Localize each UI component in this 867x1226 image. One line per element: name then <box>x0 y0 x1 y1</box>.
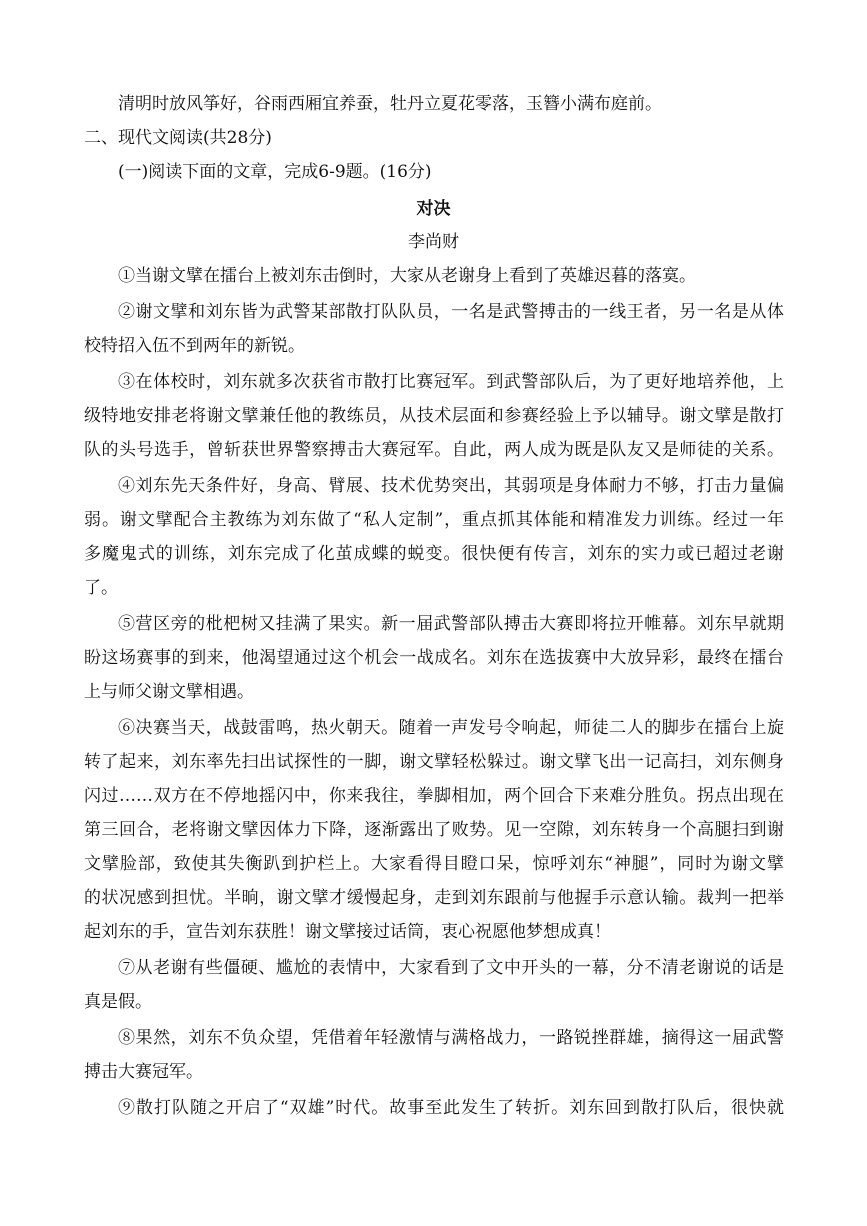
poem-line: 清明时放风筝好，谷雨西厢宜养蚕，牡丹立夏花零落，玉簪小满布庭前。 <box>118 94 662 114</box>
paragraph-5-line-2: 盼这场赛事的到来，他渴望通过这个机会一战成名。刘东在选拔赛中大放异彩，最终在擂台 <box>84 648 784 668</box>
paragraph-4-line-3: 多魔鬼式的训练，刘东完成了化茧成蝶的蜕变。很快便有传言，刘东的实力或已超过老谢 <box>84 544 784 564</box>
paragraph-6-line-4: 第三回合，老将谢文擘因体力下降，逐渐露出了败势。见一空隙，刘东转身一个高腿扫到谢 <box>84 820 784 840</box>
paragraph-3-line-2: 级特地安排老将谢文擘兼任他的教练员，从技术层面和参赛经验上予以辅导。谢文擘是散打 <box>84 406 784 426</box>
subsection-heading: (一)阅读下面的文章，完成6-9题。(16分) <box>118 162 432 182</box>
paragraph-5-line-1: ⑤营区旁的枇杷树又挂满了果实。新一届武警部队搏击大赛即将拉开帷幕。刘东早就期 <box>118 614 784 634</box>
section-heading: 二、现代文阅读(共28分) <box>84 128 272 148</box>
paragraph-9-line-1: ⑨散打队随之开启了“双雄”时代。故事至此发生了转折。刘东回到散打队后，很快就 <box>118 1098 784 1118</box>
paragraph-6-line-6: 的状况感到担忧。半晌，谢文擘才缓慢起身，走到刘东跟前与他握手示意认输。裁判一把举 <box>84 888 784 908</box>
paragraph-4-line-1: ④刘东先天条件好，身高、臂展、技术优势突出，其弱项是身体耐力不够，打击力量偏 <box>118 476 784 496</box>
paragraph-3-line-3: 队的头号选手，曾斩获世界警察搏击大赛冠军。自此，两人成为既是队友又是师徒的关系。 <box>84 440 784 460</box>
paragraph-8-line-2: 搏击大赛冠军。 <box>84 1062 203 1082</box>
paragraph-8-line-1: ⑧果然，刘东不负众望，凭借着年轻激情与满格战力，一路锐挫群雄，摘得这一届武警 <box>118 1028 784 1048</box>
paragraph-6-line-7: 起刘东的手，宣告刘东获胜！谢文擘接过话筒，衷心祝愿他梦想成真！ <box>84 922 611 942</box>
article-title: 对决 <box>416 199 451 219</box>
paragraph-6-line-3: 闪过……双方在不停地摇闪中，你来我往，拳脚相加，两个回合下来难分胜负。拐点出现在 <box>84 786 784 806</box>
paragraph-6-line-2: 转了起来，刘东率先扫出试探性的一脚，谢文擘轻松躲过。谢文擘飞出一记高扫，刘东侧身 <box>84 752 784 772</box>
paragraph-3-line-1: ③在体校时，刘东就多次获省市散打比赛冠军。到武警部队后，为了更好地培养他，上 <box>118 372 784 392</box>
paragraph-2-line-2: 校特招入伍不到两年的新锐。 <box>84 336 305 356</box>
paragraph-7-line-2: 真是假。 <box>84 992 152 1012</box>
paragraph-1-line-1: ①当谢文擘在擂台上被刘东击倒时，大家从老谢身上看到了英雄迟暮的落寞。 <box>118 266 696 286</box>
paragraph-6-line-1: ⑥决赛当天，战鼓雷鸣，热火朝天。随着一声发号令响起，师徒二人的脚步在擂台上旋 <box>118 718 784 738</box>
paragraph-5-line-3: 上与师父谢文擘相遇。 <box>84 682 254 702</box>
paragraph-4-line-4: 了。 <box>84 578 118 598</box>
paragraph-2-line-1: ②谢文擘和刘东皆为武警某部散打队队员，一名是武警搏击的一线王者，另一名是从体 <box>118 302 784 322</box>
paragraph-4-line-2: 弱。谢文擘配合主教练为刘东做了“私人定制”，重点抓其体能和精准发力训练。经过一年 <box>84 510 784 530</box>
article-author: 李尚财 <box>408 232 459 252</box>
paragraph-7-line-1: ⑦从老谢有些僵硬、尴尬的表情中，大家看到了文中开头的一幕，分不清老谢说的话是 <box>118 958 784 978</box>
paragraph-6-line-5: 文擘脸部，致使其失衡趴到护栏上。大家看得目瞪口呆，惊呼刘东“神腿”，同时为谢文擘 <box>84 854 784 874</box>
